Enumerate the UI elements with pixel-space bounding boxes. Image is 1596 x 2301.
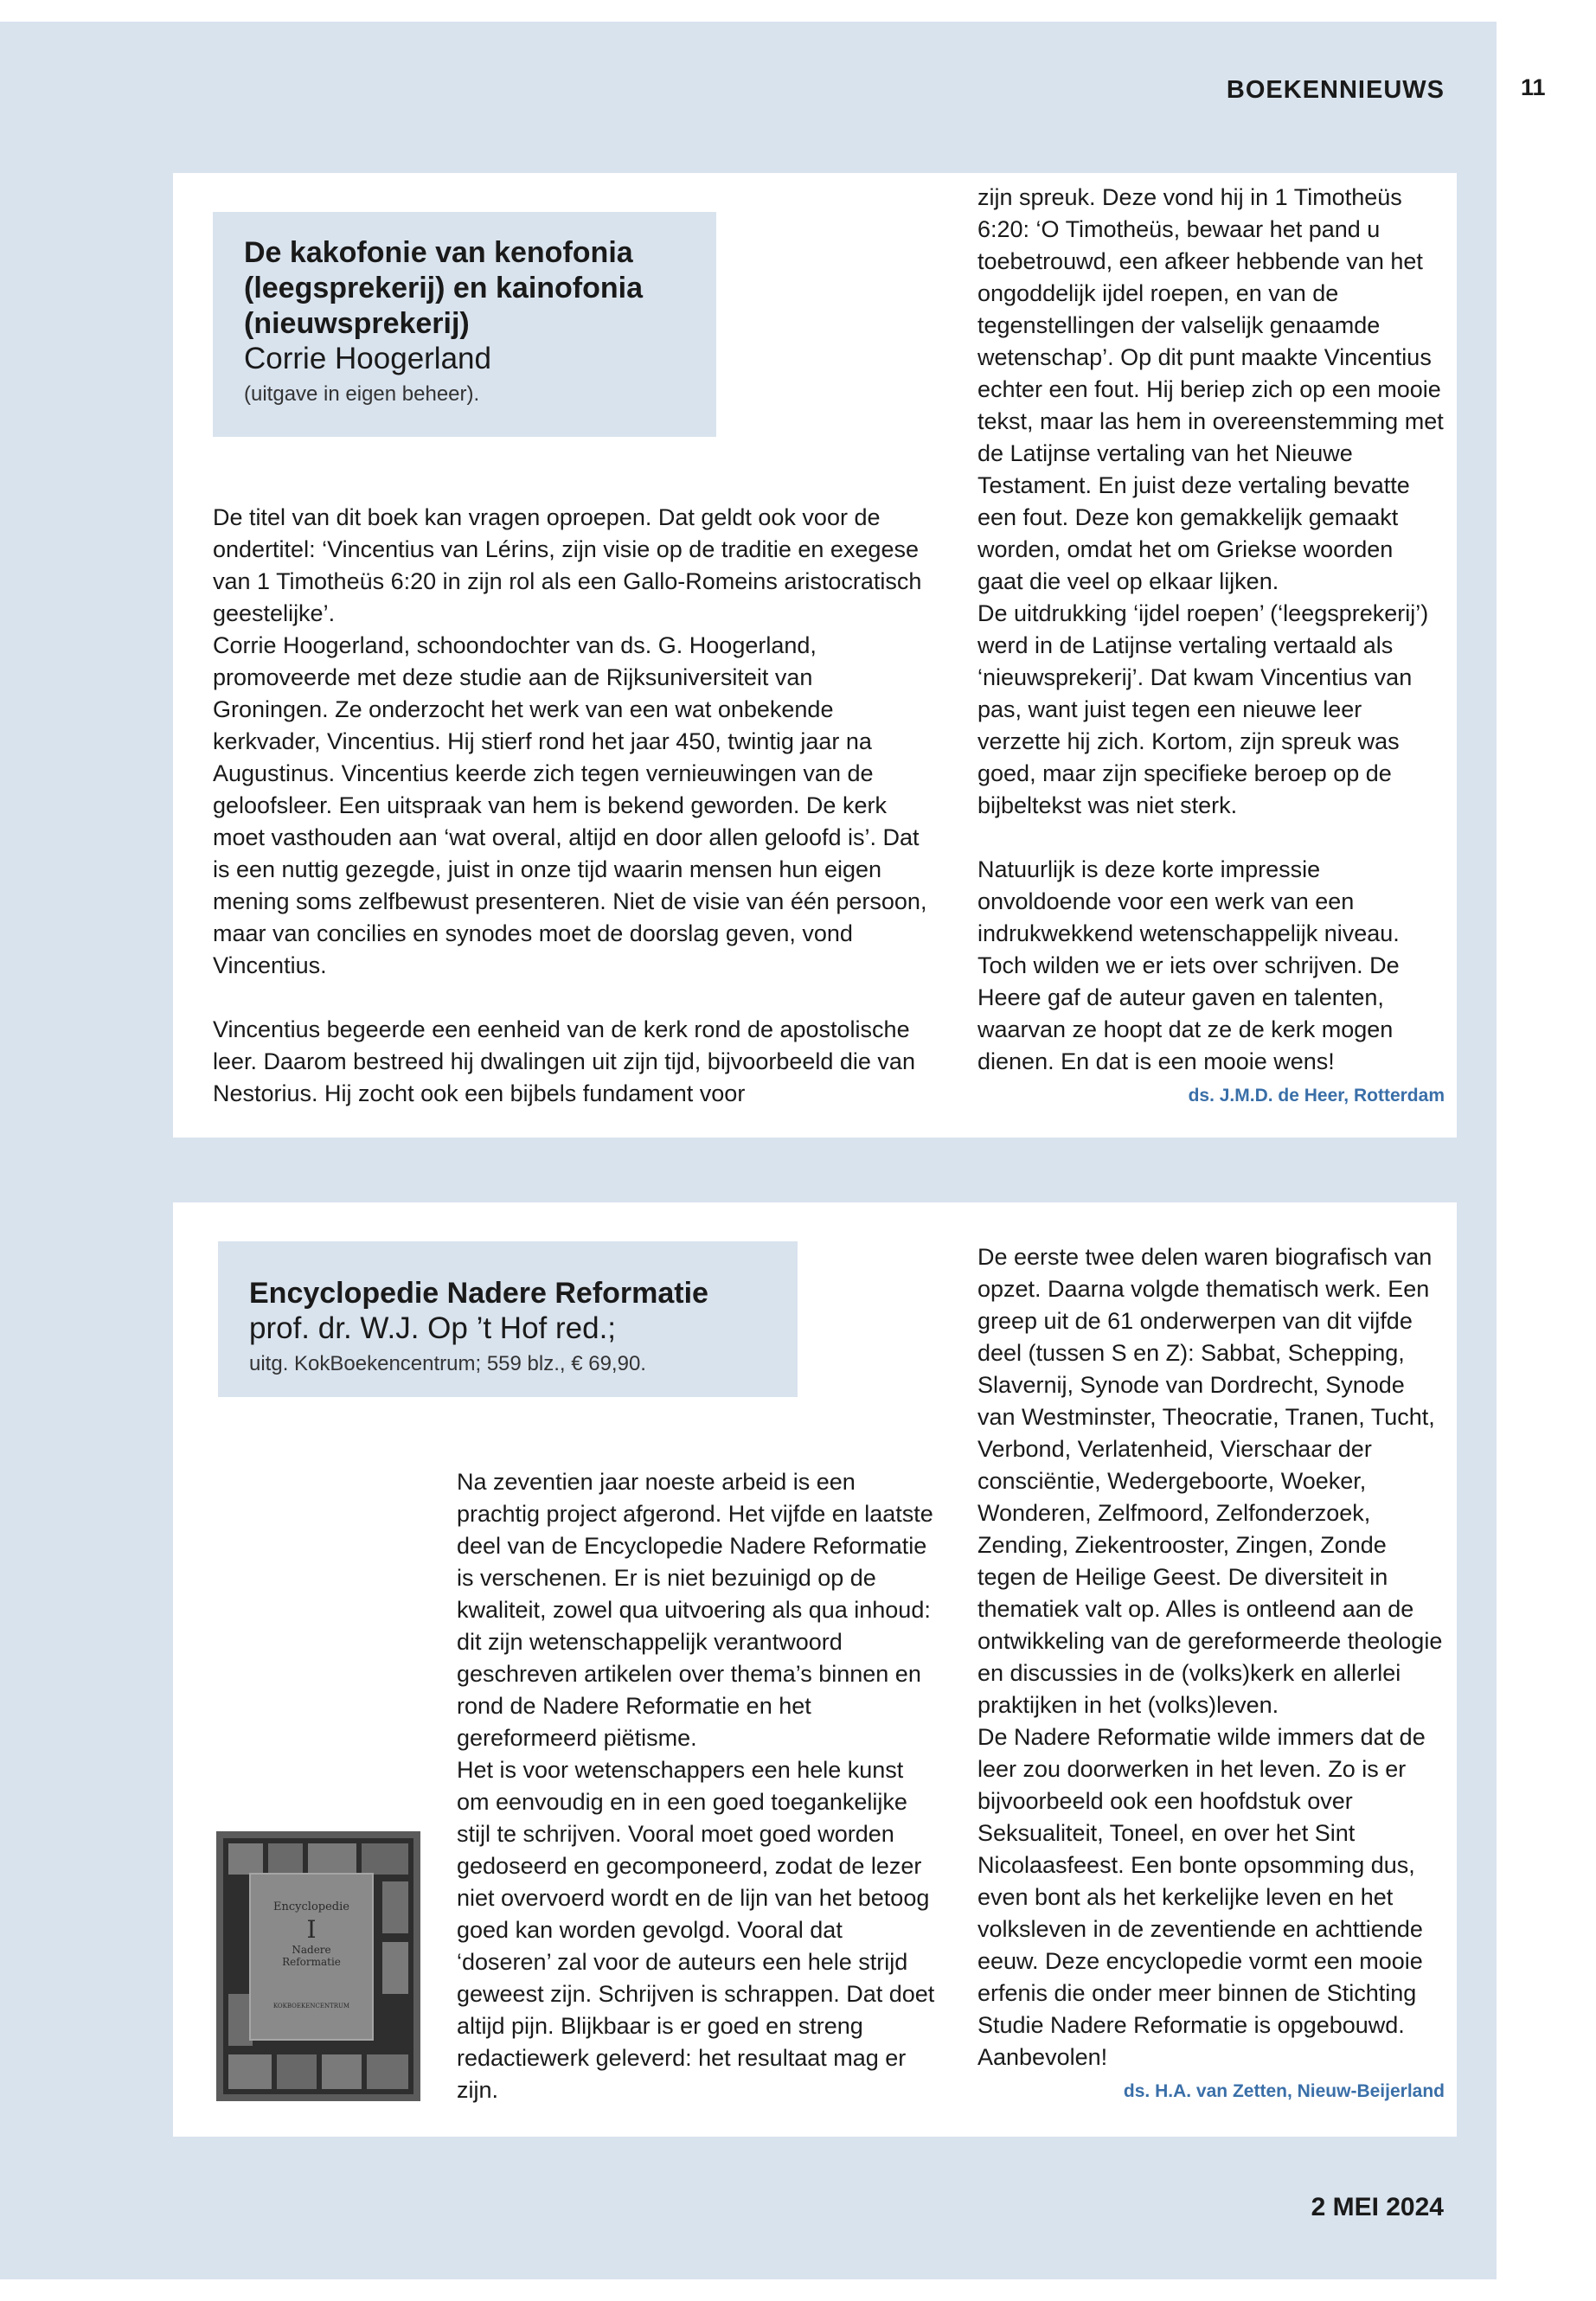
book-title-line: De kakofonie van kenofonia [244,236,633,269]
paragraph: zijn spreuk. Deze vond hij in 1 Timotheüs 6:20: ‘O Timotheüs, bewaar het pand u toebetrouwd, een afkeer hebbende van het ongoddelijk ijdel roepen, en van de tegenstellingen der valselijk genaamde wetenschap’. Op dit punt maakte Vincentius echter een fout. Hij beriep zich op een mooie tekst, maar las hem in overeenstemming met de Latijnse vertaling van het Nieuwe Testament. En juist deze vertaling bevatte een fout. Deze kon gemakkelijk gemaakt worden, omdat het om Griekse woorden gaat die veel op elkaar lijken. [977,184,1444,594]
page-number-tab [1497,22,1596,117]
book-publisher: uitg. KokBoekencentrum; 559 blz., € 69,90. [249,1352,646,1375]
issue-date: 2 MEI 2024 [1311,2193,1444,2221]
book-publisher: (uitgave in eigen beheer). [244,382,480,406]
book-info-box [218,1241,798,1397]
paragraph: Natuurlijk is deze korte impressie onvoldoende voor een werk van een indrukwekkend wetenschappelijk niveau. Toch wilden we er iets over schrijven. De Heere gaf de auteur gaven en talenten, waarvan ze hoopt dat ze de kerk mogen dienen. En dat is een mooie wens! [977,856,1400,1074]
book-author: Corrie Hoogerland [244,342,491,375]
paragraph: De eerste twee delen waren biografisch van opzet. Daarna volgde thematisch werk. Een greep uit de 61 onderwerpen van dit vijfde deel (tussen S en Z): Sabbat, Schepping, Slavernij, Synode van Dordrecht, Synode van Westminster, Theocratie, Tranen, Tucht, Verbond, Verlatenheid, Vierschaar der consciëntie, Wedergeboorte, Woeker, Wonderen, Zelfmoord, Zelfonderzoek, Zending, Ziekentrooster, Zingen, Zonde tegen de Heilige Geest. De diversiteit in thematiek valt op. Alles is ontleend aan de ontwikkeling van de gereformeerde theologie en discussies in de (volks)kerk en allerlei praktijken in het (volks)leven. [977,1244,1443,1718]
book-title-line: (leegsprekerij) en kainofonia [244,272,644,304]
book-title [244,235,699,342]
book-info-box [213,212,716,437]
review-text-middle-column [457,1466,941,2106]
paragraph: Vincentius begeerde een eenheid van de kerk rond de apostolische leer. Daarom bestreed hij dwalingen uit zijn tijd, bijvoorbeeld die van Nestorius. Hij zocht ook een bijbels fundament voor [213,1016,915,1106]
cover-title-panel [249,1873,374,2041]
paragraph: Het is voor wetenschappers een hele kunst om eenvoudig en in een goed toegankelijke stijl te schrijven. Vooral moet goed worden gedoseerd en gecomponeerd, zodat de lezer niet overvoerd wordt en de lijn van het betoog goed kan worden gevolgd. Vooral dat ‘doseren’ zal voor de auteurs een hele strijd geweest zijn. Schrijven is schrappen. Dat doet altijd pijn. Blijkbaar is er goed en streng redactiewerk geleverd: het resultaat mag er zijn. [457,1757,935,2103]
paragraph: Corrie Hoogerland, schoondochter van ds. G. Hoogerland, promoveerde met deze studie aan de Rijksuniversiteit van Groningen. Ze onderzocht het werk van een wat onbekende kerkvader, Vincentius. Hij stierf rond het jaar 450, twintig jaar na Augustinus. Vincentius keerde zich tegen vernieuwingen van de geloofsleer. Een uitspraak van hem is bekend geworden. De kerk moet vasthouden aan ‘wat overal, altijd en door allen geloofd is’. Dat is een nuttig gezegde, juist in onze tijd waarin mensen hun eigen mening soms zelfbewust presenteren. Niet de visie van één persoon, maar van concilies en synodes moet de doorslag geven, vond Vincentius. [213,632,927,978]
review-text-right-column [977,1241,1445,2106]
cover-text: Reformatie [282,1956,341,1968]
review-text-left-column [213,502,931,1110]
review-text-right-column [977,182,1445,1111]
book-cover-image [216,1831,420,2101]
paragraph: De Nadere Reformatie wilde immers dat de leer zou doorwerken in het leven. Zo is er bijvoorbeeld ook een hoofdstuk over Seksualiteit, Toneel, en over het Sint Nicolaasfeest. Een bonte opsomming dus, even bont als het kerkelijke leven en het volksleven in de zeventiende en achttiende eeuw. Deze encyclopedie vormt een mooie erfenis die onder meer binnen de Stichting Studie Nadere Reformatie is opgebouwd. Aanbevolen! [977,1724,1426,2070]
book-title: Encyclopedie Nadere Reformatie [249,1277,708,1310]
book-title-line: (nieuwsprekerij) [244,307,470,340]
review-card-encyclopedie [173,1202,1457,2137]
section-label: BOEKENNIEUWS [1226,76,1445,104]
cover-text: I [306,1915,317,1944]
review-card-kakofonie [173,173,1457,1138]
cover-text: Nadere [292,1944,331,1956]
reviewer-signature: ds. H.A. van Zetten, Nieuw-Beijerland [1123,2081,1445,2101]
cover-publisher: KOKBOEKENCENTRUM [272,2003,350,2009]
reviewer-signature: ds. J.M.D. de Heer, Rotterdam [1188,1086,1445,1106]
page-number: 11 [1521,74,1546,100]
paragraph: De uitdrukking ‘ijdel roepen’ (‘leegsprekerij’) werd in de Latijnse vertaling vertaald als ‘nieuwsprekerij’. Dat kwam Vincentius van pas, want juist tegen een nieuwe leer verzette hij zich. Kortom, zijn spreuk was goed, maar zijn specifieke beroep op de bijbeltekst was niet sterk. [977,600,1429,818]
cover-text: Encyclopedie [273,1900,349,1913]
paragraph: De titel van dit boek kan vragen oproepen. Dat geldt ook voor de ondertitel: ‘Vincentius van Lérins, zijn visie op de traditie en exegese van 1 Timotheüs 6:20 in zijn rol als een Gallo-Romeins aristocratisch geestelijke’. [213,504,922,626]
paragraph: Na zeventien jaar noeste arbeid is een prachtig project afgerond. Het vijfde en laatste deel van de Encyclopedie Nadere Reformatie is verschenen. Er is niet bezuinigd op de kwaliteit, zowel qua uitvoering als qua inhoud: dit zijn wetenschappelijk verantwoord geschreven artikelen over thema’s binnen en rond de Nadere Reformatie en het gereformeerd piëtisme. [457,1469,933,1751]
book-author: prof. dr. W.J. Op ’t Hof red.; [249,1311,617,1345]
